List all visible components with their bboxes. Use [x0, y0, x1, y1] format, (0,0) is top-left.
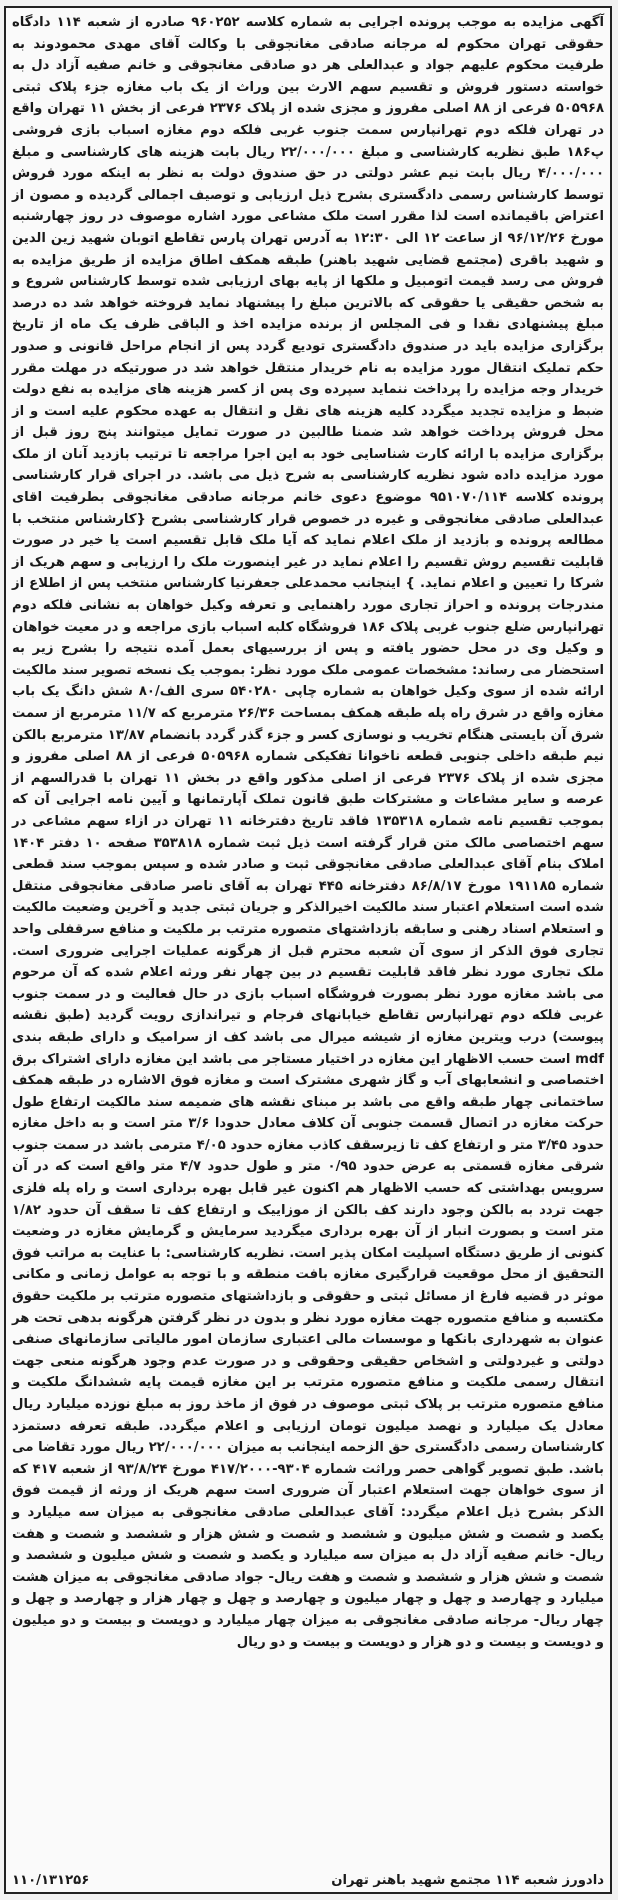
notice-body-text: آگهی مزایده به موجب پرونده اجرایی به شماره کلاسه ۹۶۰۲۵۲ صادره از شعبه ۱۱۴ دادگاه حقوقی تهران محکوم له مرجانه صادقی مغانجوقی با وکالت آقای مهدی محمودوند به طرفیت محکوم علیهم جواد و عبدالعلی هر دو صادقی مغانجوقی و خانم صفیه آزاد دل به خواسته دستور فروش و تقسیم سهم الارث بین وراث از یک باب مغازه جزء پلاک ثبتی ۵۰۵۹۶۸ فرعی از ۸۸ اصلی مفروز و مجزی شده از پلاک ۲۳۷۶ فرعی از بخش ۱۱ تهران واقع در تهران فلکه دوم تهرانپارس سمت جنوب غربی فلکه دوم مغازه اسباب بازی فروشی پ۱۸۶ طبق نظریه کارشناسی و مبلغ ۲۲/۰۰۰/۰۰۰ ریال بابت هزینه های کارشناسی و مبلغ ۴/۰۰۰/۰۰۰ ریال بابت نیم عشر دولتی در حق صندوق دولت به نظر به اینکه مورد فروش توسط کارشناس رسمی دادگستری بشرح ذیل ارزیابی و توصیف اجمالی گردیده و مصون از اعتراض باقیمانده است لذا مقرر است ملک مشاعی مورد اشاره موصوف در روز چهارشنبه مورخ ۹۶/۱۲/۲۶ از ساعت ۱۲ الی ۱۲:۳۰ به آدرس تهران پارس تقاطع اتوبان شهید زین الدین و شهید باقری (مجتمع قضایی شهید باهنر) طبقه همکف اطاق مزایده از طریق مزایده به فروش می رسد قیمت اتومبیل و ملکها از پایه بهای ارزیابی شده توسط کارشناس شروع و به شخص حقیقی یا حقوقی که بالاترین مبلغ را پیشنهاد نماید فروخته خواهد شد ده درصد مبلغ پیشنهادی نقدا و فی المجلس از برنده مزایده اخذ و الباقی ظرف یک ماه از تاریخ برگزاری مزایده باید در صندوق دادگستری تودیع گردد پس از انجام مراحل قانونی و صدور حکم تملیک انتقال مورد مزایده به نام خریدار منتقل خواهد شد در صورتیکه در مهلت مقرر خریدار وجه مزایده را پرداخت ننماید سپرده وی پس از کسر هزینه های مزایده به نفع دولت ضبط و مزایده تجدید میگردد کلیه هزینه های نقل و انتقال به عهده محکوم علیه است و از محل فروش پرداخت خواهد شد ضمنا طالبین در صورت تمایل میتوانند پنج روز قبل از برگزاری مزایده با ارائه کارت شناسایی خود به این اجرا مراجعه تا ترتیب بازدید آنان از ملک مورد مزایده داده شود نظریه کارشناسی به شرح ذیل می باشد. در اجرای قرار کارشناسی پرونده کلاسه ۹۵۱۰۷۰/۱۱۴ موضوع دعوی خانم مرجانه صادقی مغانجوقی بطرفیت اقای عبدالعلی صادقی مغانجوقی و غیره در خصوص قرار کارشناسی بشرح {کارشناس منتخب با مطالعه پرونده و بازدید از ملک اعلام نماید که آیا ملک قابل تقسیم است یا خیر در صورت قابلیت تقسیم روش تقسیم را اعلام نماید در غیر اینصورت ملک را ارزیابی و سهم هریک از شرکا را تعیین و اعلام نماید. } اینجانب محمدعلی جعفرنیا کارشناس منتخب پس از اطلاع از مندرجات پرونده و احراز تجاری مورد راهنمایی و تعرفه وکیل خواهان به نشانی فلکه دوم تهرانپارس ضلع جنوب غربی پلاک ۱۸۶ فروشگاه کلبه اسباب بازی مراجعه و در معیت خواهان و وکیل وی در محل حضور یافته و پس از بررسیهای بعمل آمده نتیجه را بشرح زیر به استحضار می رساند: مشخصات عمومی ملک مورد نظر: بموجب یک نسخه تصویر سند مالکیت ارائه شده از سوی وکیل خواهان به شماره چاپی ۵۴۰۲۸۰ سری الف/۸۰ شش دانگ یک باب مغازه واقع در شرق راه پله طبقه همکف بمساحت ۲۶/۳۶ مترمربع که ۱۱/۷ مترمربع از سمت شرق آن بایستی هنگام تخریب و نوسازی کسر و جزء گذر گردد بانضمام ۱۳/۸۷ مترمربع بالکن نیم طبقه داخلی جنوبی قطعه ناخوانا تفکیکی شماره ۵۰۵۹۶۸ فرعی از ۸۸ اصلی مفروز و مجزی شده از پلاک ۲۳۷۶ فرعی از اصلی مذکور واقع در بخش ۱۱ تهران با قدرالسهم از عرصه و سایر مشاعات و مشترکات طبق قانون تملک آپارتمانها و آیین نامه اجرایی آن که بموجب تقسیم نامه شماره ۱۳۵۳۱۸ فاقد تاریخ دفترخانه ۱۱ تهران در ازاء سهم مشاعی در سهم اختصاصی مالک متن قرار گرفته است ذیل ثبت شماره ۳۵۳۸۱۸ صفحه ۱۰ دفتر ۱۴۰۴ املاک بنام آقای عبدالعلی صادقی مغانجوقی ثبت و صادر شده و سپس بموجب سند قطعی شماره ۱۹۱۱۸۵ مورخ ۸۶/۸/۱۷ دفترخانه ۴۴۵ تهران به آقای ناصر صادقی مغانجوقی منتقل شده است استعلام اعتبار سند مالکیت اخیرالذکر و جریان ثبتی جدید و آخرین وضعیت مالکیت و استعلام اسناد رهنی و سابقه بازداشتهای متصوره مترتب بر ملکیت و منافع سرقفلی واحد تجاری فوق الذکر از سوی آن شعبه محترم قبل از هرگونه عملیات اجرایی ضروری است. ملک تجاری مورد نظر فاقد قابلیت تقسیم در بین چهار نفر ورثه اعلام شده که آن مرحوم می باشد مغازه مورد نظر بصورت فروشگاه اسباب بازی در حال فعالیت و در سمت جنوب غربی فلکه دوم تهرانپارس تقاطع خیابانهای فرجام و تیراندازی رویت گردید (طبق نقشه پیوست) درب ویترین مغازه از شیشه میرال می باشد کف از سرامیک و دارای طبقه بندی mdf است حسب الاظهار این مغازه در اختیار مستاجر می باشد این مغازه دارای اشتراک برق اختصاصی و انشعابهای آب و گاز شهری مشترک است و مغازه فوق الاشاره در طبقه همکف ساختمانی چهار طبقه واقع می باشد بر مبنای نقشه های ضمیمه سند مالکیت ارتفاع طول حرکت مغازه در اتصال قسمت جنوبی آن کلاف معادل حدودا ۳/۶ متر است و به داخل مغازه حدود ۳/۴۵ متر و ارتفاع کف تا زیرسقف کاذب مغازه حدود ۴/۰۵ مترمی باشد در سمت جنوب شرقی مغازه قسمتی به عرض حدود ۰/۹۵ متر و طول حدود ۴/۷ متر واقع است که در آن سرویس بهداشتی که حسب الاظهار هم اکنون غیر قابل بهره برداری است و راه پله فلزی جهت تردد به بالکن وجود دارند کف بالکن از موزاییک و ارتفاع کف تا سقف آن حدود ۱/۸۲ متر است و بصورت انبار از آن بهره برداری میگردید سرمایش و گرمایش مغازه در وضعیت کنونی از طریق دستگاه اسپلیت امکان پذیر است. نظریه کارشناسی: با عنایت به مراتب فوق التحقیق از محل موقعیت قرارگیری مغازه بافت منطقه و با توجه به عوامل زمانی و مکانی موثر در قضیه فارغ از مسائل ثبتی و حقوقی و بازداشتهای متصوره مترتب بر ملکیت حقوق مکتسبه و منافع متصوره جهت مغازه مورد نظر و بدون در نظر گرفتن هرگونه بدهی تحت هر عنوان به شهرداری بانکها و موسسات مالی اعتباری سازمان امور مالیاتی سازمانهای صنفی دولتی و غیردولتی و اشخاص حقیقی وحقوقی و در صورت عدم وجود هرگونه منعی جهت انتقال رسمی ملکیت و منافع متصوره مترتب بر این مغازه قیمت پایه ششدانگ ملکیت و منافع متصوره مترتب بر پلاک ثبتی موصوف در فوق از ماخذ روز به مبلغ نوزده میلیارد ریال معادل یک میلیارد و نهصد میلیون تومان ارزیابی و اعلام میگردد. طبقه تعرفه دستمزد کارشناسان رسمی دادگستری حق الزحمه اینجانب به میزان ۲۲/۰۰۰/۰۰۰ ریال مورد تقاضا می باشد. طبق تصویر گواهی حصر وراثت شماره ۹۳۰۴-۴۱۷/۲۰۰۰ مورخ ۹۳/۸/۲۴ از شعبه ۴۱۷ که از سوی خواهان جهت استعلام اعتبار آن ضروری است سهم هریک از ورثه از قیمت فوق الذکر بشرح ذیل اعلام میگردد: آقای عبدالعلی صادقی مغانجوقی به میزان سه میلیارد و یکصد و شصت و شش میلیون و ششصد و شصت و شش هزار و ششصد و شصت و هفت ریال- خانم صفیه آزاد دل به میزان سه میلیارد و یکصد و شصت و شش میلیون و ششصد و شصت و شش هزار و ششصد و شصت و هفت ریال- جواد صادقی مغانجوقی به میزان هشت میلیارد و چهارصد و چهل و چهار میلیون و چهارصد و چهل و چهار هزار و چهارصد و چهل و چهار ریال- مرجانه صادقی مغانجوقی به میزان چهار میلیارد و دویست و بیست و دو میلیون و دویست و بیست و دو هزار و دویست و بیست و دو ریال: [12, 15, 605, 1650]
footer-reference-code: ۱۱۰/۱۳۱۲۵۶: [12, 1873, 90, 1888]
notice-footer: [12, 1873, 604, 1888]
footer-court-signature: دادورز شعبه ۱۱۴ مجتمع شهید باهنر تهران: [331, 1873, 604, 1888]
auction-notice: [4, 6, 612, 1894]
